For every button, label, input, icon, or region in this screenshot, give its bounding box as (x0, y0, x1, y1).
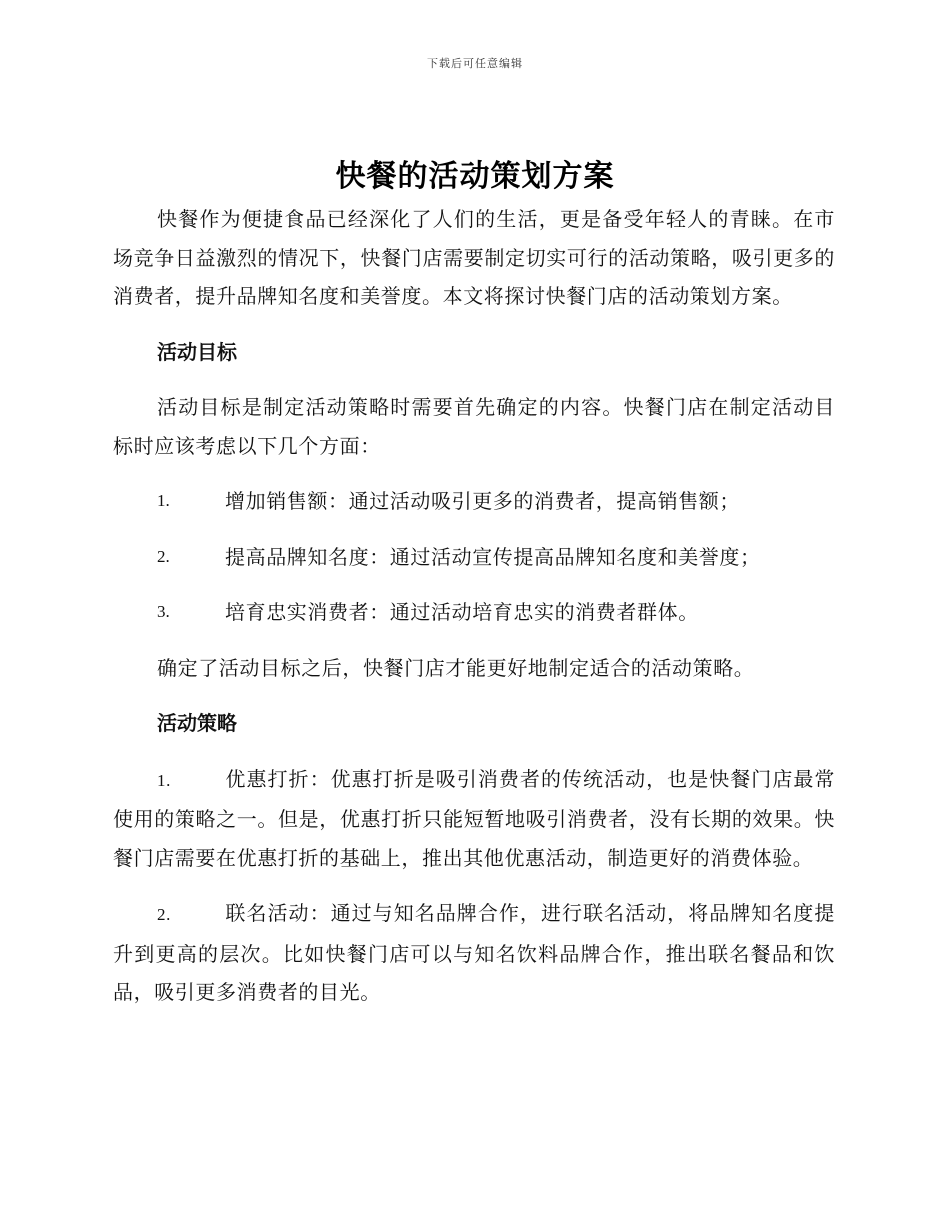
goal-item-text: 增加销售额：通过活动吸引更多的消费者，提高销售额； (225, 489, 740, 513)
strategy-item-text: 优惠打折：优惠打折是吸引消费者的传统活动，也是快餐门店最常使用的策略之一。但是，优惠打折只能短暂地吸引消费者，没有长期的效果。快餐门店需要在优惠打折的基础上，推出其他优惠活动，制造更好的消费体验。 (113, 766, 835, 870)
goal-item (113, 538, 835, 577)
document-title: 快餐的活动策划方案 (335, 159, 615, 194)
strategy-item-text: 联名活动：通过与知名品牌合作，进行联名活动，将品牌知名度提升到更高的层次。比如快餐门店可以与知名饮料品牌合作，推出联名餐品和饮品，吸引更多消费者的目光。 (113, 901, 835, 1004)
section-heading-goals: 活动目标 (157, 339, 237, 364)
strategy-item (113, 760, 835, 878)
goal-item-number: 2. (157, 546, 170, 566)
goal-item (113, 482, 835, 521)
document-body (113, 200, 835, 1012)
goals-conclusion-paragraph: 确定了活动目标之后，快餐门店才能更好地制定适合的活动策略。 (157, 655, 755, 680)
header-note: 下载后可任意编辑 (427, 57, 523, 70)
goals-intro-paragraph: 活动目标是制定活动策略时需要首先确定的内容。快餐门店在制定活动目标时应该考虑以下几个方面： (113, 395, 835, 458)
intro-paragraph: 快餐作为便捷食品已经深化了人们的生活，更是备受年轻人的青睐。在市场竞争日益激烈的情况下，快餐门店需要制定切实可行的活动策略，吸引更多的消费者，提升品牌知名度和美誉度。本文将探讨快餐门店的活动策划方案。 (113, 207, 835, 308)
goal-item (113, 593, 835, 632)
strategy-item (113, 894, 835, 1012)
section-heading-strategies: 活动策略 (157, 711, 237, 735)
strategy-item-number: 2. (157, 905, 171, 924)
goal-item-number: 1. (157, 491, 170, 510)
goal-item-text: 培育忠实消费者：通过活动培育忠实的消费者群体。 (225, 600, 699, 624)
strategy-item-number: 1. (157, 770, 171, 790)
goal-item-text: 提高品牌知名度：通过活动宣传提高品牌知名度和美誉度； (225, 544, 761, 569)
goal-item-number: 3. (157, 602, 170, 621)
